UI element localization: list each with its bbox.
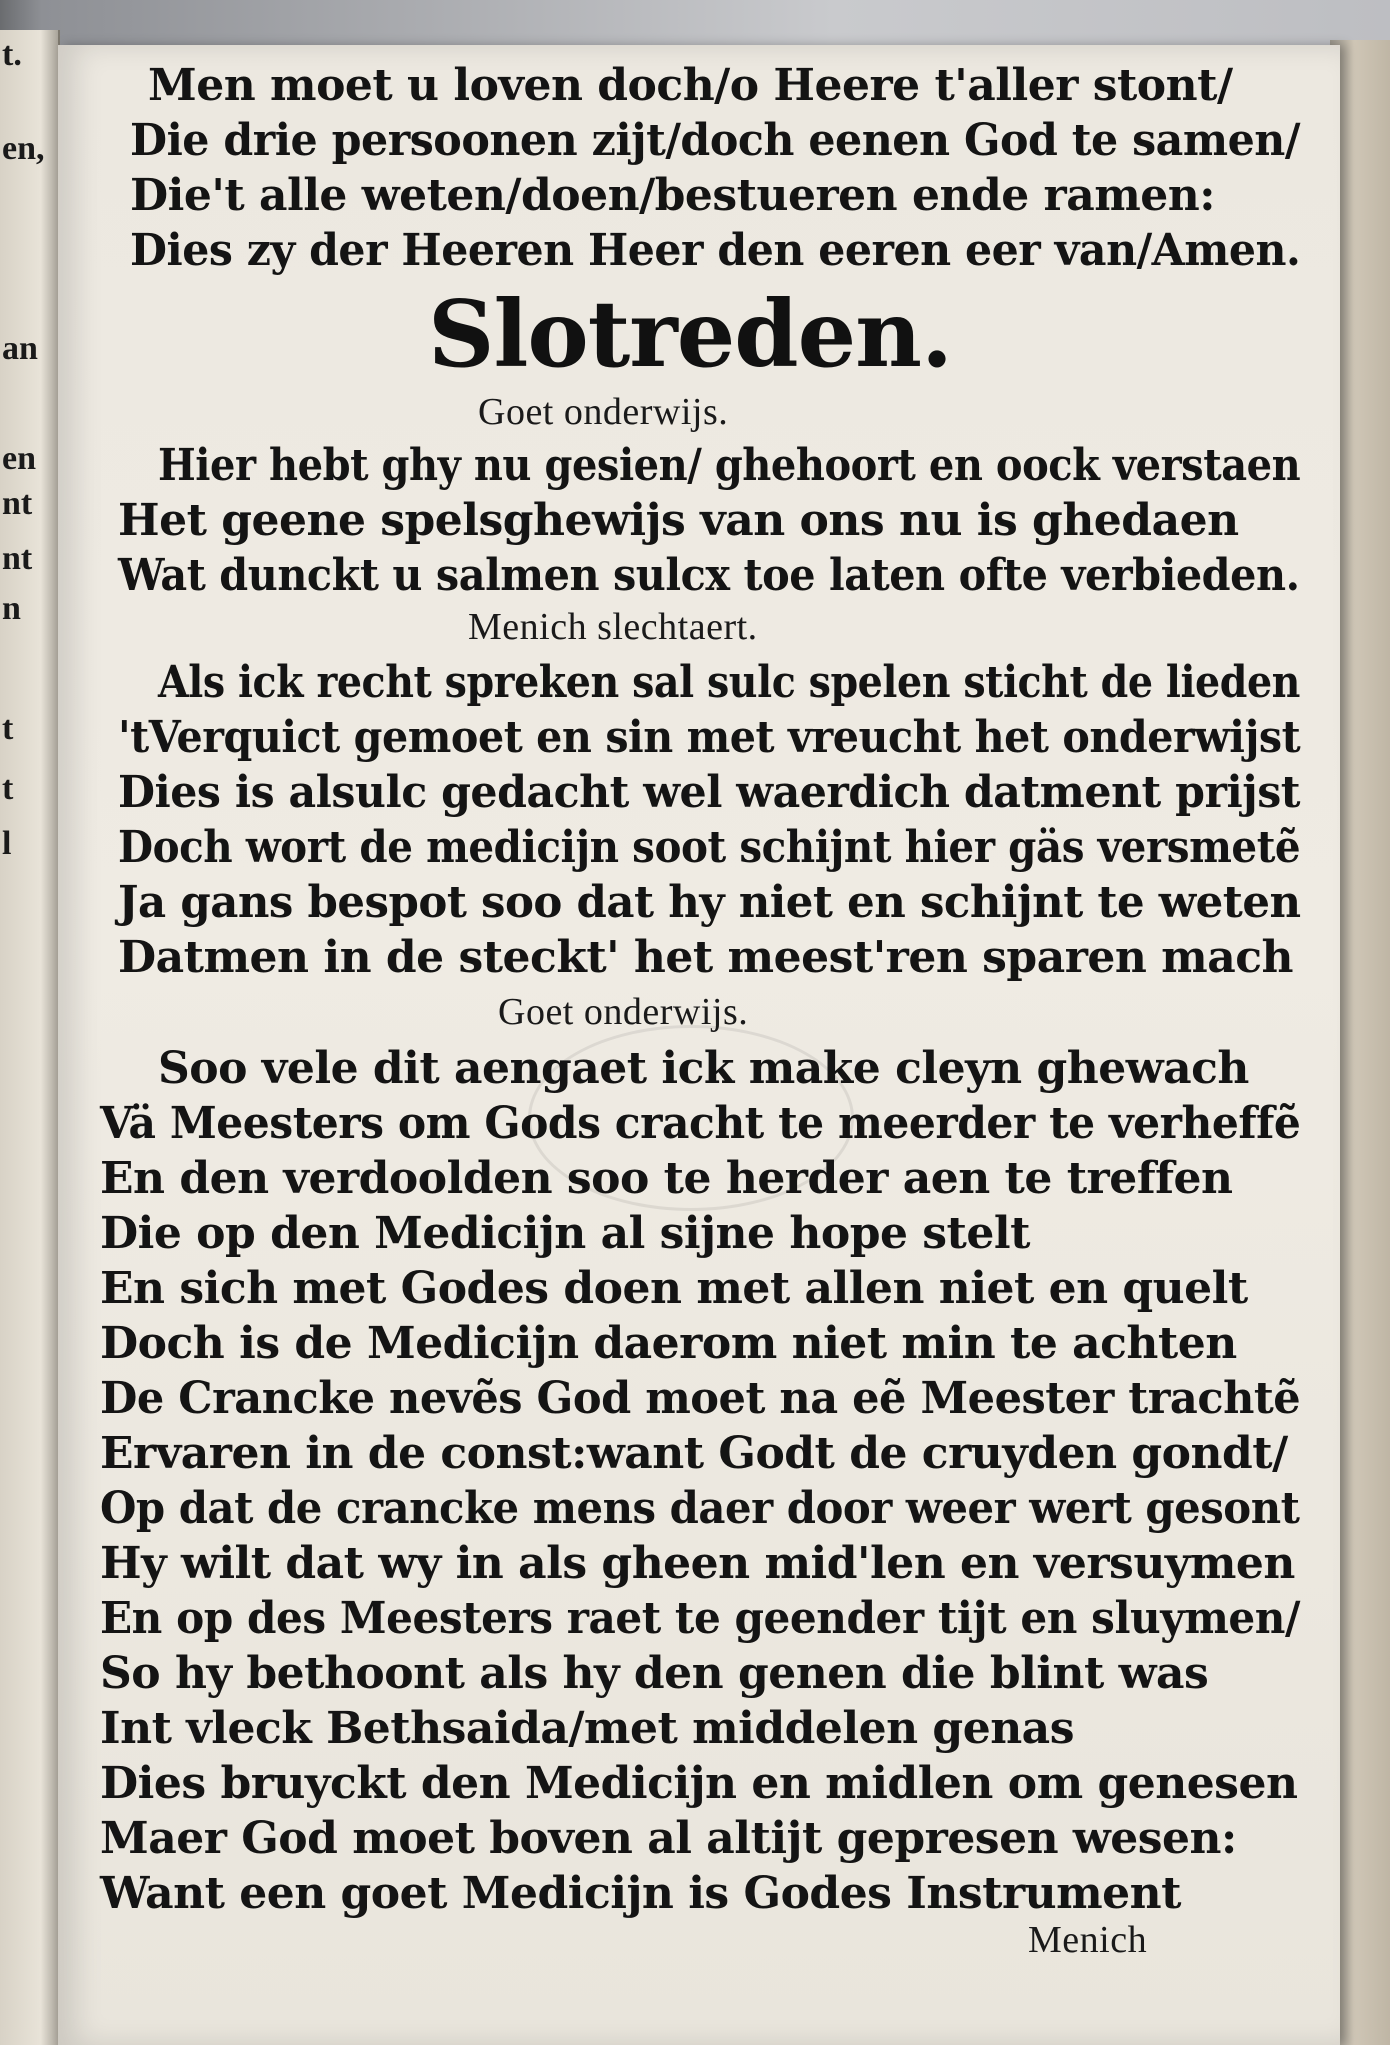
book-page <box>58 45 1340 2045</box>
verse-line: Vä Meesters om Gods cracht te meerder te verheffẽ <box>100 1098 1301 1149</box>
left-page-fragment: l <box>2 825 12 862</box>
verse-line: De Crancke nevẽs God moet na eẽ Meester trachtẽ <box>100 1373 1301 1424</box>
verse-line: Dies zy der Heeren Heer den eeren eer van/Amen. <box>130 225 1301 276</box>
verse-line: Op dat de crancke mens daer door weer wert gesont <box>100 1483 1300 1534</box>
verse-line: En den verdoolden soo te herder aen te treffen <box>100 1153 1233 1204</box>
verse-line: Ervaren in de const:want Godt de cruyden gondt/ <box>100 1428 1288 1479</box>
verse-line: Die drie persoonen zijt/doch eenen God te samen/ <box>130 115 1300 166</box>
verse-line: En sich met Godes doen met allen niet en quelt <box>100 1263 1248 1314</box>
speaker-heading: Menich slechtaert. <box>468 606 758 648</box>
left-page-fragment: t <box>2 710 14 747</box>
verse-line: Ja gans bespot soo dat hy niet en schijnt te weten <box>118 877 1301 928</box>
verse-line: Maer God moet boven al altijt gepresen wesen: <box>100 1813 1237 1864</box>
verse-line: Dies is alsulc gedacht wel waerdich datment prijst <box>118 767 1300 818</box>
left-page-fragment: en <box>2 440 36 477</box>
verse-line: Doch is de Medicijn daerom niet min te achten <box>100 1318 1237 1369</box>
left-page-edge <box>0 30 60 2045</box>
left-page-fragment: n <box>2 590 21 627</box>
verse-line: Dies bruyckt den Medicijn en midlen om genesen <box>100 1758 1298 1809</box>
speaker-heading: Goet onderwijs. <box>498 991 749 1033</box>
verse-line: Men moet u loven doch/o Heere t'aller stont/ <box>148 60 1233 111</box>
left-page-fragment: en, <box>2 130 45 167</box>
verse-line: Die op den Medicijn al sijne hope stelt <box>100 1208 1030 1259</box>
verse-line: Als ick recht spreken sal sulc spelen sticht de lieden <box>158 657 1300 708</box>
verse-line: Hier hebt ghy nu gesien/ ghehoort en oock verstaen <box>158 440 1301 491</box>
verse-line: Die't alle weten/doen/bestueren ende ramen: <box>130 170 1216 221</box>
verse-line: En op des Meesters raet te geender tijt en sluymen/ <box>100 1593 1300 1644</box>
verse-line: Int vleck Bethsaida/met middelen genas <box>100 1703 1074 1754</box>
verse-line: Wat dunckt u salmen sulcx toe laten ofte verbieden. <box>118 550 1300 601</box>
left-page-fragment: nt <box>2 485 33 522</box>
section-title: Slotreden. <box>428 280 953 388</box>
verse-line: Soo vele dit aengaet ick make cleyn ghewach <box>158 1043 1249 1094</box>
speaker-heading: Goet onderwijs. <box>478 391 729 433</box>
verse-line: Het geene spelsghewijs van ons nu is ghedaen <box>118 495 1239 546</box>
left-page-fragment: nt <box>2 540 33 577</box>
catchword: Menich <box>1028 1919 1148 1961</box>
verse-line: Hy wilt dat wy in als gheen mid'len en versuymen <box>100 1538 1295 1589</box>
verse-line: 'tVerquict gemoet en sin met vreucht het onderwijst <box>118 712 1301 763</box>
left-page-fragment: t. <box>2 36 22 73</box>
left-page-fragment: an <box>2 330 38 367</box>
verse-line: Datmen in de steckt' het meest'ren sparen mach <box>118 932 1294 983</box>
verse-line: Doch wort de medicijn soot schijnt hier gäs versmetẽ <box>118 822 1301 873</box>
verse-line: Want een goet Medicijn is Godes Instrument <box>100 1868 1181 1919</box>
left-page-fragment: t <box>2 770 14 807</box>
verse-line: So hy bethoont als hy den genen die blint was <box>100 1648 1209 1699</box>
